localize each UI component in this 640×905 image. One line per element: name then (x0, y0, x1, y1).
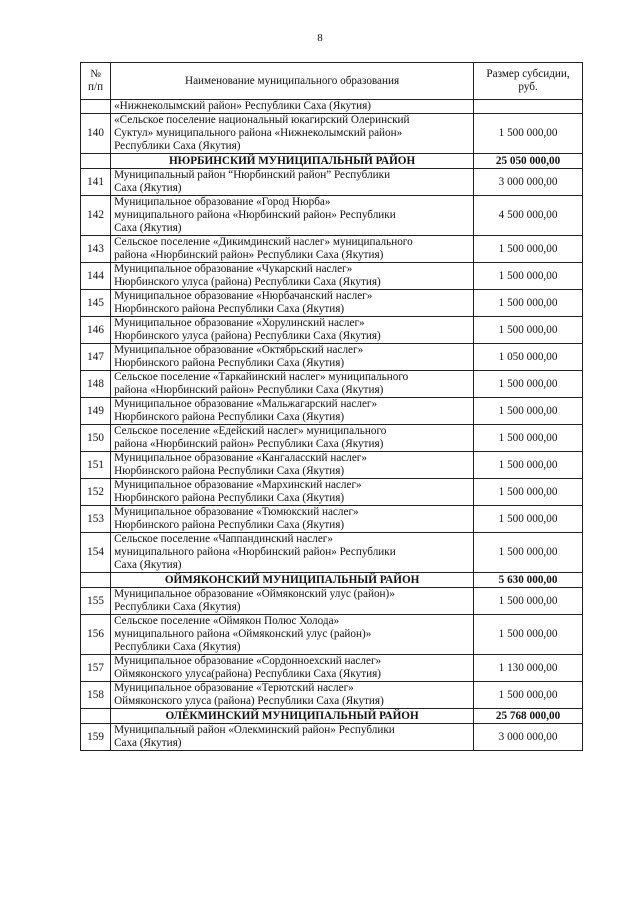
row-number: 153 (81, 506, 111, 533)
table-row (81, 344, 583, 371)
name-line: ОЙМЯКОНСКИЙ МУНИЦИПАЛЬНЫЙ РАЙОН (164, 573, 420, 586)
name-line: Оймяконского улуса(района) Республики Саха (Якутия) (114, 668, 381, 680)
name-line: Муниципальное образование «Оймяконский улус (район)» (114, 588, 395, 600)
name-line: Муниципальное образование «Мархинский наслег» (114, 479, 362, 491)
row-number: 158 (81, 682, 111, 709)
header-number (81, 63, 111, 100)
row-number: 144 (81, 263, 111, 290)
municipality-name (111, 425, 474, 452)
name-line: Республики Саха (Якутия) (114, 601, 241, 613)
name-line: Суктул» муниципального района «Нижнеколымский район» (114, 127, 403, 139)
header-name: Наименование муниципального образования (111, 63, 474, 100)
municipality-name (111, 236, 474, 263)
subsidy-amount: 1 500 000,00 (474, 506, 583, 533)
table-row (81, 371, 583, 398)
name-line: Саха (Якутия) (114, 737, 182, 749)
subsidy-amount: 3 000 000,00 (474, 169, 583, 196)
subsidy-amount: 1 500 000,00 (474, 615, 583, 655)
name-line: Нюрбинского улуса (района) Республики Саха (Якутия) (114, 330, 381, 342)
table-row (81, 290, 583, 317)
name-line: Муниципальное образование «Тюмюкский наслег» (114, 506, 359, 518)
row-number: 152 (81, 479, 111, 506)
name-line: Муниципальное образование «Город Нюрба» (114, 196, 331, 208)
name-line: Нюрбинского района Республики Саха (Якутия) (114, 411, 345, 423)
district-total-amount: 5 630 000,00 (474, 573, 583, 588)
name-line: Саха (Якутия) (114, 559, 182, 571)
table-row (81, 114, 583, 154)
name-line: Муниципальное образование «Терютский наслег» (114, 682, 354, 694)
name-line: «Сельское поселение национальный юкагирский Олеринский (114, 114, 410, 126)
subsidy-amount: 1 500 000,00 (474, 290, 583, 317)
name-line: Нюрбинского района Республики Саха (Якутия) (114, 357, 345, 369)
name-line: Муниципальное образование «Чукарский наслег» (114, 263, 353, 275)
municipality-name (111, 371, 474, 398)
subsidy-amount: 4 500 000,00 (474, 196, 583, 236)
table-body (81, 100, 583, 751)
name-line: Нюрбинского улуса (района) Республики Саха (Якутия) (114, 276, 381, 288)
row-number: 145 (81, 290, 111, 317)
table-row (81, 425, 583, 452)
municipality-name (111, 398, 474, 425)
subsidy-amount: 1 500 000,00 (474, 479, 583, 506)
name-line: Нюрбинского района Республики Саха (Якутия) (114, 465, 345, 477)
subsidy-amount: 1 500 000,00 (474, 452, 583, 479)
subsidy-amount: 1 500 000,00 (474, 317, 583, 344)
table-row (81, 655, 583, 682)
subsidy-amount: 1 500 000,00 (474, 263, 583, 290)
name-line: Муниципальный район “Нюрбинский район” Республики (114, 169, 391, 181)
name-line: ОЛЁКМИНСКИЙ МУНИЦИПАЛЬНЫЙ РАЙОН (165, 709, 419, 722)
subsidy-amount: 1 500 000,00 (474, 425, 583, 452)
subsidy-amount: 1 500 000,00 (474, 533, 583, 573)
subsidy-amount: 1 500 000,00 (474, 371, 583, 398)
subsidy-amount: 3 000 000,00 (474, 724, 583, 751)
row-number: 150 (81, 425, 111, 452)
name-line: Сельское поселение «Дикимдинский наслег» муниципального (114, 236, 413, 248)
district-total-amount: 25 768 000,00 (474, 709, 583, 724)
municipality-name (111, 169, 474, 196)
district-total-amount: 25 050 000,00 (474, 154, 583, 169)
municipality-name (111, 290, 474, 317)
municipality-name (111, 615, 474, 655)
name-line: Муниципальный район «Олекминский район» Республики (114, 724, 395, 736)
row-number: 140 (81, 114, 111, 154)
name-line: района «Нюрбинский район» Республики Саха (Якутия) (114, 438, 384, 450)
subsidy-amount: 1 130 000,00 (474, 655, 583, 682)
row-number: 155 (81, 588, 111, 615)
name-line: Республики Саха (Якутия) (114, 641, 241, 653)
table-row (81, 724, 583, 751)
table-row (81, 479, 583, 506)
district-name (111, 154, 474, 169)
municipality-name (111, 344, 474, 371)
name-line: Муниципальное образование «Сордонноехский наслег» (114, 655, 382, 667)
name-line: Муниципальное образование «Нюрбачанский наслег» (114, 290, 373, 302)
municipality-name (111, 263, 474, 290)
name-line: муниципального района «Оймяконский улус (район)» (114, 628, 372, 640)
table-row (81, 682, 583, 709)
table-row (81, 533, 583, 573)
subsidy-amount: 1 050 000,00 (474, 344, 583, 371)
table-row (81, 169, 583, 196)
row-number: 154 (81, 533, 111, 573)
page-number: 8 (317, 32, 323, 44)
municipality-name (111, 655, 474, 682)
table-row (81, 196, 583, 236)
row-number: 151 (81, 452, 111, 479)
header-amount (474, 63, 583, 100)
district-section-row (81, 573, 583, 588)
name-line: Сельское поселение «Едейский наслег» муниципального (114, 425, 387, 437)
name-line: муниципального района «Нюрбинский район» Республики (114, 209, 396, 221)
subsidy-amount: 1 500 000,00 (474, 114, 583, 154)
district-name (111, 709, 474, 724)
row-number: 143 (81, 236, 111, 263)
name-line: Оймяконского улуса (района) Республики Саха (Якутия) (114, 695, 384, 707)
row-number: 142 (81, 196, 111, 236)
row-number: 157 (81, 655, 111, 682)
row-number (81, 154, 111, 169)
name-line: Сельское поселение «Таркайинский наслег» муниципального (114, 371, 409, 383)
municipality-name (111, 479, 474, 506)
subsidy-amount: 1 500 000,00 (474, 682, 583, 709)
row-number: 141 (81, 169, 111, 196)
subsidy-amount: 1 500 000,00 (474, 398, 583, 425)
name-line: «Нижнеколымский район» Республики Саха (Якутия) (114, 100, 371, 112)
subsidy-amount: 1 500 000,00 (474, 236, 583, 263)
header-number-line: п/п (87, 81, 104, 93)
row-number: 156 (81, 615, 111, 655)
name-line: Муниципальное образование «Хорулинский наслег» (114, 317, 365, 329)
row-number: 159 (81, 724, 111, 751)
row-number: 146 (81, 317, 111, 344)
name-line: муниципального района «Нюрбинский район» Республики (114, 546, 396, 558)
name-line: района «Нюрбинский район» Республики Саха (Якутия) (114, 384, 384, 396)
name-line: НЮРБИНСКИЙ МУНИЦИПАЛЬНЫЙ РАЙОН (168, 154, 416, 167)
table-header-row (81, 63, 583, 100)
name-line: Сельское поселение «Чаппандинский наслег» (114, 533, 333, 545)
name-line: Муниципальное образование «Октябрьский наслег» (114, 344, 364, 356)
header-amount-line: Размер субсидии, (486, 68, 570, 80)
name-line: Сельское поселение «Оймякон Полюс Холода» (114, 615, 340, 627)
row-number: 147 (81, 344, 111, 371)
municipality-name (111, 588, 474, 615)
subsidy-amount (474, 100, 583, 114)
table-row (81, 317, 583, 344)
name-line: Республики Саха (Якутия) (114, 140, 241, 152)
row-number: 148 (81, 371, 111, 398)
table-row (81, 263, 583, 290)
name-line: района «Нюрбинский район» Республики Саха (Якутия) (114, 249, 384, 261)
name-line: Нюрбинского района Республики Саха (Якутия) (114, 492, 345, 504)
municipality-name (111, 196, 474, 236)
district-section-row (81, 709, 583, 724)
table-row (81, 100, 583, 114)
table-row (81, 236, 583, 263)
table-row (81, 398, 583, 425)
table-row (81, 506, 583, 533)
district-name (111, 573, 474, 588)
subsidy-table (80, 62, 583, 751)
row-number: 149 (81, 398, 111, 425)
name-line: Нюрбинского района Республики Саха (Якутия) (114, 303, 345, 315)
municipality-name (111, 724, 474, 751)
district-section-row (81, 154, 583, 169)
row-number (81, 573, 111, 588)
municipality-name (111, 100, 474, 114)
header-amount-line: руб. (518, 81, 538, 93)
row-number (81, 709, 111, 724)
municipality-name (111, 682, 474, 709)
name-line: Муниципальное образование «Мальжагарский наслег» (114, 398, 378, 410)
municipality-name (111, 317, 474, 344)
table-row (81, 588, 583, 615)
municipality-name (111, 533, 474, 573)
subsidy-amount: 1 500 000,00 (474, 588, 583, 615)
table-row (81, 452, 583, 479)
header-number-line: № (90, 68, 101, 80)
name-line: Саха (Якутия) (114, 222, 182, 234)
name-line: Нюрбинского района Республики Саха (Якутия) (114, 519, 345, 531)
table-row (81, 615, 583, 655)
municipality-name (111, 452, 474, 479)
name-line: Муниципальное образование «Кангаласский наслег» (114, 452, 367, 464)
row-number (81, 100, 111, 114)
municipality-name (111, 114, 474, 154)
name-line: Саха (Якутия) (114, 182, 182, 194)
municipality-name (111, 506, 474, 533)
